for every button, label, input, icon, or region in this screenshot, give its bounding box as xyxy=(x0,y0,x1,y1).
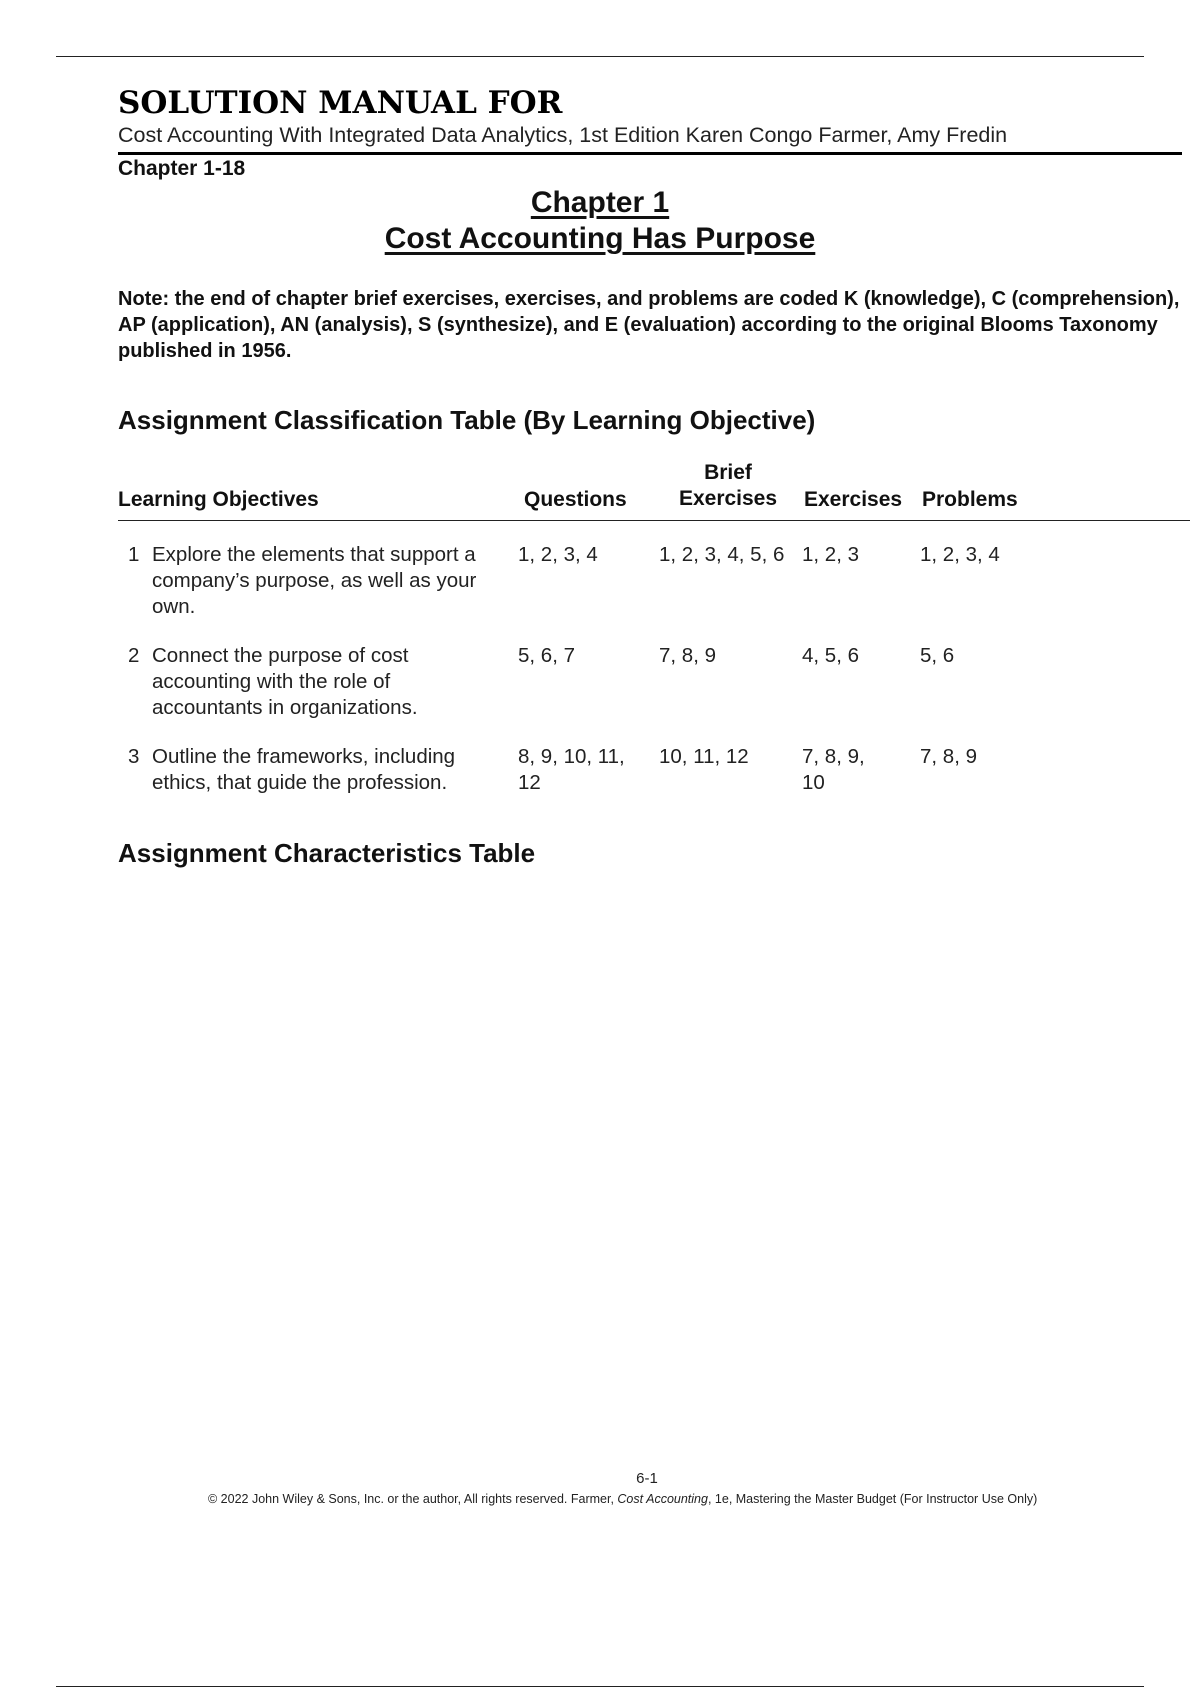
problems-cell: 5, 6 xyxy=(920,644,955,667)
classification-table-body xyxy=(118,542,1190,824)
top-rule xyxy=(56,56,1144,57)
exercises-cell: 1, 2, 3 xyxy=(802,543,859,566)
banner-chapters: Chapter 1-18 xyxy=(118,157,246,180)
questions-cell: 5, 6, 7 xyxy=(518,644,575,667)
brief-exercises-cell: 7, 8, 9 xyxy=(659,644,716,667)
banner xyxy=(118,84,1182,182)
brief-exercises-cell: 1, 2, 3, 4, 5, 6 xyxy=(659,543,785,566)
taxonomy-note: Note: the end of chapter brief exercises, exercises, and problems are coded K (knowledge), C (comprehension), AP (application), AN (analysis), S (synthesize), and E (evaluation) according to the original Blooms Taxonomy published in 1956. xyxy=(118,288,1180,362)
exercises-cell: 7, 8, 9, 10 xyxy=(802,745,865,794)
objective-number: 1 xyxy=(128,543,140,566)
table-row xyxy=(118,542,1190,643)
exercises-cell: 4, 5, 6 xyxy=(802,644,859,667)
objective-text: Outline the frameworks, including ethics, that guide the profession. xyxy=(152,745,456,794)
page-number: 6-1 xyxy=(636,1470,658,1487)
copyright-book-title: Cost Accounting xyxy=(617,1492,708,1506)
copyright-prefix: © 2022 John Wiley & Sons, Inc. or the author, All rights reserved. Farmer, xyxy=(208,1492,618,1506)
table-row xyxy=(118,744,1190,824)
chapter-title: Cost Accounting Has Purpose xyxy=(384,222,816,255)
header-brief-exercises-line2: Exercises xyxy=(678,487,778,510)
objective-number: 2 xyxy=(128,644,140,667)
banner-title: SOLUTION MANUAL FOR xyxy=(118,85,563,121)
chapter-number: Chapter 1 xyxy=(530,186,670,219)
objective-text: Explore the elements that support a company’s purpose, as well as your own. xyxy=(152,543,477,618)
header-problems: Problems xyxy=(922,488,1018,511)
copyright-notice xyxy=(208,1492,1088,1506)
header-brief-exercises-line1: Brief xyxy=(704,461,752,484)
problems-cell: 7, 8, 9 xyxy=(920,745,977,768)
classification-table-header xyxy=(118,460,1190,521)
copyright-suffix: , 1e, Mastering the Master Budget (For Instructor Use Only) xyxy=(707,1492,1038,1506)
header-learning-objectives: Learning Objectives xyxy=(118,488,319,511)
questions-cell: 1, 2, 3, 4 xyxy=(518,543,598,566)
banner-divider xyxy=(118,152,1182,155)
header-questions: Questions xyxy=(524,488,627,511)
objective-number: 3 xyxy=(128,745,140,768)
brief-exercises-cell: 10, 11, 12 xyxy=(659,745,749,768)
bottom-rule xyxy=(56,1686,1144,1687)
objective-text: Connect the purpose of cost accounting with the role of accountants in organizations. xyxy=(152,644,418,719)
problems-cell: 1, 2, 3, 4 xyxy=(920,543,1000,566)
questions-cell: 8, 9, 10, 11, 12 xyxy=(518,745,625,794)
header-brief-exercises xyxy=(658,460,798,512)
header-exercises: Exercises xyxy=(804,488,903,511)
banner-subtitle: Cost Accounting With Integrated Data Analytics, 1st Edition Karen Congo Farmer, Amy Fredin xyxy=(118,123,1008,147)
classification-table-heading: Assignment Classification Table (By Learning Objective) xyxy=(118,405,816,435)
characteristics-table-heading: Assignment Characteristics Table xyxy=(118,838,536,868)
table-row xyxy=(118,643,1190,744)
